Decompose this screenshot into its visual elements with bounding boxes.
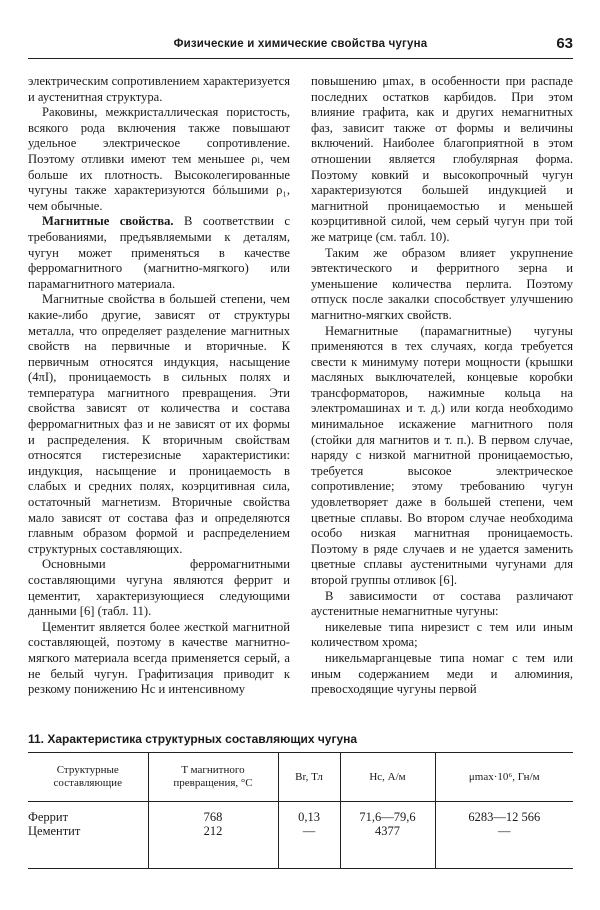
paragraph: никельмарганцевые типа номаг с тем или иным содержанием меди и алюминия, превосходящие чугуны первой [311,650,573,697]
cell-value: 0,13 [298,810,320,824]
paragraph: электрическим сопротивлением характеризуется и аустенитная структура. [28,74,290,104]
paragraph: Магнитные свойства в большей степени, чем какие-либо другие, зависят от структуры металла, что определяет разделение магнитных свойств на первичные и вторичные. К первичным относятся индукция, насыщение (4πI), проницаемость в сильных полях и температура магнитного превращения. Эти свойства зависят от количества и состава ферромагнитных фаз и не зависят от их формы и распределения. К вторичным свойствам относятся гистерезисные характеристики: индукция, насыщение и проницаемость в слабых и средних полях, коэрцитивная сила, остаточный магнетизм. Вторичные свойства мало зависят от состава фаз и определяются главным образом формой и распределением структурных составляющих. [28,292,290,556]
paragraph: Раковины, межкристаллическая пористость, всякого рода включения также повышают удельное электрическое сопротивление. Поэтому отливки имеют тем меньшее ρₗ, чем больше их плотность. Высоколегированные чугуны также характеризуются бóльшими ρ₁, чем обычные. [28,105,290,213]
cell-value: 4377 [375,824,400,838]
cell-value: — [302,824,316,838]
column-header: T магнитного превращения, °С [148,753,278,802]
paragraph: Цементит является более жесткой магнитной составляющей, поэтому в качестве магнитно-мягкого материала всегда применяется серый, а не белый чугун. Графитизация приводит к резкому понижению Hс и интенсивному [28,619,290,697]
column-header: Br, Тл [278,753,340,802]
column-header: Структурные составляющие [28,753,148,802]
paragraph: Основными ферромагнитными составляющими чугуна являются феррит и цементит, характеризующиеся следующими данными [6] (табл. 11). [28,557,290,619]
section-heading: Магнитные свойства. [42,214,174,229]
table-title: 11. Характеристика структурных составляющих чугуна [28,732,358,746]
cell-value: — [498,824,511,838]
right-column [311,74,573,698]
cell-value: 6283—12 566 [468,810,541,824]
cell-value: 71,6—79,6 [359,810,416,824]
left-column [28,74,290,698]
cell-hc [340,802,435,869]
cell-mu [435,802,573,869]
column-header: Hc, А/м [340,753,435,802]
paragraph: повышению μmax, в особенности при распаде последних остатков карбидов. При этом влияние графита, как и других немагнитных фаз, зависит также от формы и величины включений. Наиболее благоприятной в этом отношении является глобулярная форма. Поэтому ковкий и высокопрочный чугун характеризуются большей индукцией и магнитной проницаемостью и меньшей коэрцитивной силой, чем серый чугун при той же матрице (см. табл. 10). [311,74,573,244]
running-title: Физические и химические свойства чугуна [173,38,428,50]
cell-value: 768 [203,810,223,824]
paragraph [28,214,290,292]
data-table [28,752,573,869]
paragraph: никелевые типа нирезист с тем или иным количеством хрома; [311,619,573,650]
cell-name [28,802,148,869]
cell-temperature [148,802,278,869]
column-header: μmax·10⁶, Гн/м [435,753,573,802]
table-row [28,802,573,869]
page-header [28,36,573,59]
cell-br [278,802,340,869]
table-header-row [28,753,573,802]
cell-value: Феррит [28,810,69,824]
paragraph: Таким же образом влияет укрупнение эвтектического и ферритного зерна и уменьшение количества перлита. Поэтому отпуск после закалки способствует улучшению магнитно-мягких свойств. [311,245,573,322]
paragraph-text: В соответствии с требованиями, предъявляемыми к деталям, чугун может применяться в качестве ферромагнитного (магнитно-мягкого) или парамагнитного материала. [28,214,290,291]
cell-value: Цементит [28,824,81,838]
page-number: 63 [556,35,573,52]
paragraph: В зависимости от состава различают аустенитные немагнитные чугуны: [311,588,573,619]
paragraph: Немагнитные (парамагнитные) чугуны применяются в тех случаях, когда требуется свести к минимуму потери мощности (крышки масляных выключателей, концевые коробки трансформаторов, нажимные кольца на электромашинах и т. д.) или когда необходимо минимальное искажение магнитного поля (стойки для магнитов и т. п.). В первом случае, наряду с низкой магнитной проницаемостью, требуется высокое электрическое сопротивление; этому требованию чугун удовлетворяет даже в большей степени, чем цветные сплавы. Во втором случае необходима особо низкая магнитная проницаемость. Поэтому в ряде случаев и не удается заменить цветные сплавы аустенитными чугунами для второй группы отливок [6]. [311,323,573,587]
cell-value: 212 [203,824,223,838]
